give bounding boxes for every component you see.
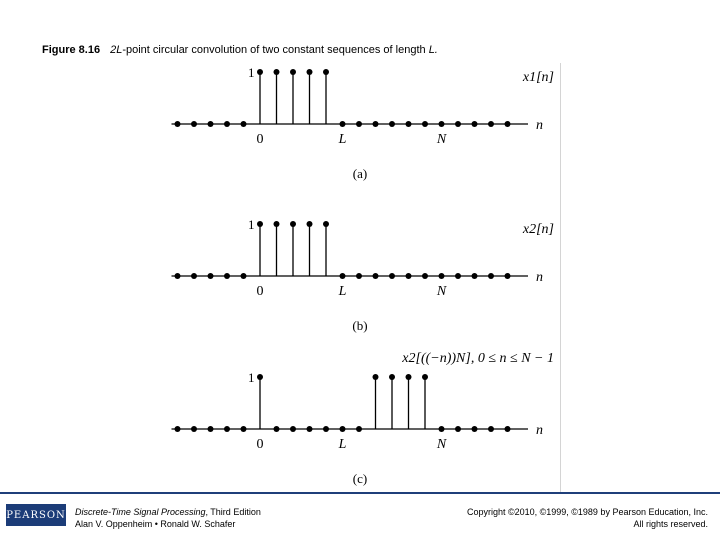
caption-text: -point circular convolution of two constant sequences of length: [122, 44, 429, 56]
panel-label: (a): [352, 166, 368, 181]
zero-dot: [307, 426, 313, 432]
zero-dot: [175, 121, 181, 127]
zero-dot: [274, 426, 280, 432]
zero-dot: [224, 273, 230, 279]
stem-dot: [257, 221, 263, 227]
y-tick-one: 1: [248, 65, 255, 80]
zero-dot: [389, 121, 395, 127]
zero-dot: [191, 121, 197, 127]
zero-dot: [488, 273, 494, 279]
tick-label: N: [436, 132, 447, 147]
signal-label: x1[n]: [522, 70, 554, 85]
stem-dot: [274, 221, 280, 227]
tick-label: 0: [256, 284, 264, 299]
stem-dot: [373, 374, 379, 380]
zero-dot: [241, 273, 247, 279]
zero-dot: [356, 426, 362, 432]
book-info: [75, 506, 261, 530]
zero-dot: [241, 121, 247, 127]
zero-dot: [175, 273, 181, 279]
zero-dot: [422, 121, 428, 127]
stem-dot: [422, 374, 428, 380]
stem-plots: [160, 63, 560, 493]
stem-dot: [323, 69, 329, 75]
zero-dot: [439, 273, 445, 279]
zero-dot: [505, 273, 511, 279]
stem-dot: [307, 69, 313, 75]
stem-dot: [307, 221, 313, 227]
zero-dot: [208, 121, 214, 127]
stem-dot: [257, 374, 263, 380]
zero-dot: [505, 426, 511, 432]
copyright-line-1: Copyright ©2010, ©1999, ©1989 by Pearson Education, Inc.: [466, 507, 708, 517]
stem-dot: [290, 69, 296, 75]
zero-dot: [406, 273, 412, 279]
footer-rule: [0, 492, 720, 494]
zero-dot: [340, 273, 346, 279]
book-edition: , Third Edition: [205, 507, 261, 517]
zero-dot: [208, 426, 214, 432]
zero-dot: [356, 273, 362, 279]
caption-end: L.: [428, 44, 438, 56]
book-title: Discrete-Time Signal Processing: [75, 507, 206, 517]
pearson-logo: PEARSON: [6, 504, 66, 526]
caption-italic: 2L: [110, 44, 123, 56]
zero-dot: [340, 426, 346, 432]
zero-dot: [455, 426, 461, 432]
figure-label: Figure 8.16: [42, 44, 101, 56]
zero-dot: [389, 273, 395, 279]
tick-label: N: [436, 284, 447, 299]
y-tick-one: 1: [248, 370, 255, 385]
zero-dot: [175, 426, 181, 432]
y-tick-one: 1: [248, 217, 255, 232]
figure-caption: [42, 44, 438, 56]
zero-dot: [488, 426, 494, 432]
zero-dot: [224, 426, 230, 432]
zero-dot: [505, 121, 511, 127]
zero-dot: [455, 121, 461, 127]
panel-label: (c): [352, 471, 368, 486]
tick-label: L: [338, 284, 347, 299]
axis-label-n: n: [536, 423, 543, 438]
zero-dot: [472, 273, 478, 279]
zero-dot: [340, 121, 346, 127]
book-title-line: [75, 506, 261, 518]
figure-panel: [160, 63, 561, 493]
stem-dot: [406, 374, 412, 380]
plot-3: [172, 351, 555, 486]
stem-dot: [274, 69, 280, 75]
zero-dot: [323, 426, 329, 432]
zero-dot: [439, 121, 445, 127]
tick-label: 0: [256, 437, 264, 452]
zero-dot: [356, 121, 362, 127]
zero-dot: [455, 273, 461, 279]
stem-dot: [290, 221, 296, 227]
zero-dot: [290, 426, 296, 432]
plot-1: [172, 65, 555, 181]
copyright-line-2: All rights reserved.: [633, 519, 708, 529]
tick-label: 0: [256, 132, 264, 147]
zero-dot: [472, 426, 478, 432]
zero-dot: [422, 273, 428, 279]
zero-dot: [488, 121, 494, 127]
zero-dot: [472, 121, 478, 127]
axis-label-n: n: [536, 118, 543, 133]
signal-label: x2[((−n))N], 0 ≤ n ≤ N − 1: [402, 351, 554, 366]
book-authors: Alan V. Oppenheim • Ronald W. Schafer: [75, 519, 236, 529]
panel-label: (b): [352, 318, 368, 333]
tick-label: N: [436, 437, 447, 452]
copyright: [467, 506, 708, 530]
zero-dot: [191, 426, 197, 432]
zero-dot: [191, 273, 197, 279]
zero-dot: [241, 426, 247, 432]
tick-label: L: [338, 437, 347, 452]
zero-dot: [208, 273, 214, 279]
zero-dot: [373, 121, 379, 127]
stem-dot: [257, 69, 263, 75]
zero-dot: [406, 121, 412, 127]
tick-label: L: [338, 132, 347, 147]
zero-dot: [373, 273, 379, 279]
zero-dot: [224, 121, 230, 127]
stem-dot: [323, 221, 329, 227]
axis-label-n: n: [536, 270, 543, 285]
signal-label: x2[n]: [522, 222, 554, 237]
stem-dot: [389, 374, 395, 380]
plot-2: [172, 217, 555, 333]
zero-dot: [439, 426, 445, 432]
